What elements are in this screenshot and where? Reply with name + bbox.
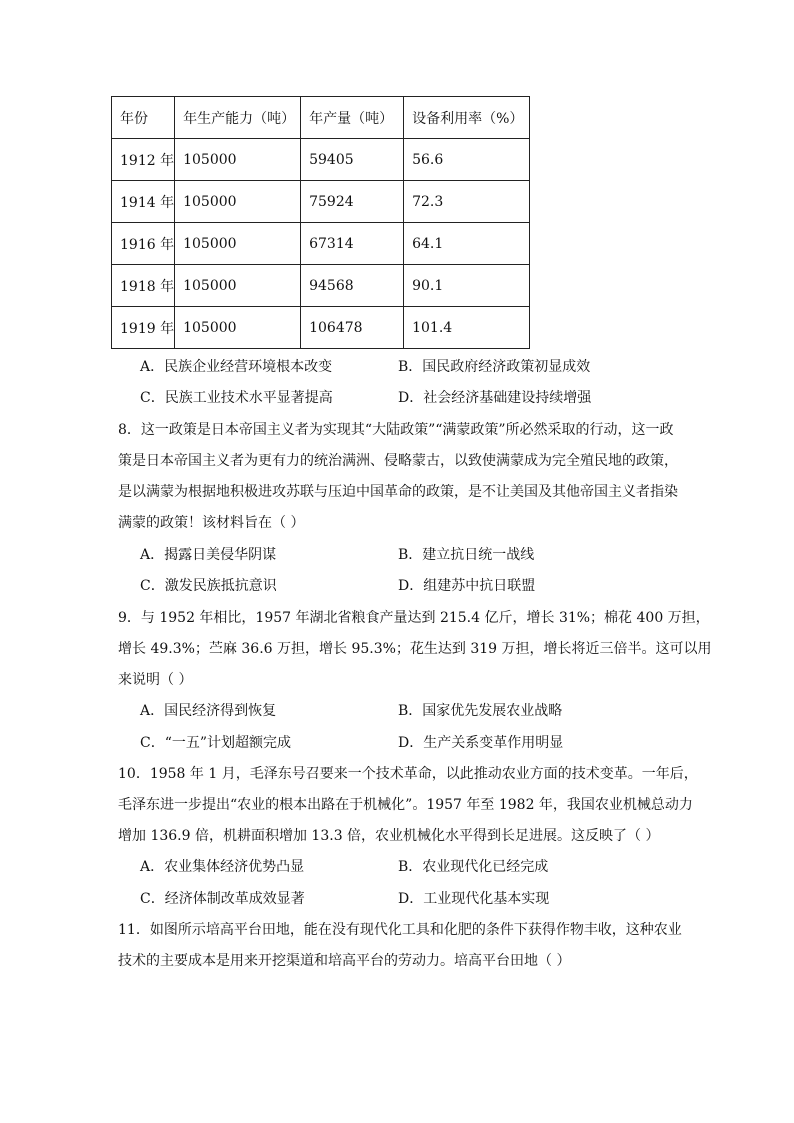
q9-option-d: D．生产关系变革作用明显 (398, 735, 564, 751)
table-row (112, 307, 530, 349)
cell-year: 1918 年 (112, 265, 175, 307)
cell-output: 75924 (301, 181, 404, 223)
q9-stem-line: 9．与 1952 年相比，1957 年湖北省粮食产量达到 215.4 亿斤，增长 31%；棉花 400 万担， (118, 610, 710, 626)
q10-option-c: C．经济体制改革成效显著 (140, 891, 305, 907)
q8-stem-line: 8．这一政策是日本帝国主义者为实现其“大陆政策”“满蒙政策”所必然采取的行动，这一政 (118, 422, 674, 438)
table-row (112, 181, 530, 223)
table-row (112, 223, 530, 265)
q7-option-c: C．民族工业技术水平显著提高 (140, 390, 333, 406)
q11-stem-line: 11．如图所示培高平台田地，能在没有现代化工具和化肥的条件下获得作物丰收，这种农业 (118, 922, 682, 938)
cell-capacity: 105000 (175, 265, 301, 307)
cell-utilization: 101.4 (404, 307, 530, 349)
q9-option-c: C．“一五”计划超额完成 (140, 735, 292, 751)
cell-output: 94568 (301, 265, 404, 307)
cell-year: 1912 年 (112, 139, 175, 181)
cell-year: 1919 年 (112, 307, 175, 349)
q8-option-d: D．组建苏中抗日联盟 (398, 578, 536, 594)
cell-capacity: 105000 (175, 223, 301, 265)
cell-output: 106478 (301, 307, 404, 349)
cell-utilization: 64.1 (404, 223, 530, 265)
q9-stem-line: 增长 49.3%；苎麻 36.6 万担，增长 95.3%；花生达到 319 万担，增长将近三倍半。这可以用 (118, 641, 712, 657)
q8-option-a: A．揭露日美侵华阴谋 (140, 547, 277, 563)
cell-utilization: 72.3 (404, 181, 530, 223)
cell-output: 67314 (301, 223, 404, 265)
q8-option-c: C．激发民族抵抗意识 (140, 578, 277, 594)
q10-option-b: B．农业现代化已经完成 (398, 859, 549, 875)
header-utilization: 设备利用率（%） (404, 97, 530, 139)
production-table (111, 96, 530, 349)
q8-stem-line: 是以满蒙为根据地积极进攻苏联与压迫中国革命的政策，是不让美国及其他帝国主义者指染 (118, 484, 678, 500)
q11-stem-line: 技术的主要成本是用来开挖渠道和培高平台的劳动力。培高平台田地（ ） (118, 953, 571, 969)
q10-option-a: A．农业集体经济优势凸显 (140, 859, 305, 875)
q7-option-a: A．民族企业经营环境根本改变 (140, 359, 333, 375)
cell-output: 59405 (301, 139, 404, 181)
table-header-row (112, 97, 530, 139)
q10-stem-line: 增加 136.9 倍，机耕面积增加 13.3 倍，农业机械化水平得到长足进展。这反映了（ ） (118, 828, 660, 844)
cell-capacity: 105000 (175, 181, 301, 223)
q8-stem-line: 策是日本帝国主义者为更有力的统治满洲、侵略蒙古，以致使满蒙成为完全殖民地的政策， (118, 453, 678, 469)
q7-option-d: D．社会经济基础建设持续增强 (398, 390, 592, 406)
cell-utilization: 56.6 (404, 139, 530, 181)
cell-year: 1916 年 (112, 223, 175, 265)
header-year: 年份 (112, 97, 175, 139)
cell-year: 1914 年 (112, 181, 175, 223)
cell-capacity: 105000 (175, 307, 301, 349)
table-row (112, 139, 530, 181)
q8-stem-line: 满蒙的政策！该材料旨在（ ） (118, 515, 305, 531)
cell-utilization: 90.1 (404, 265, 530, 307)
header-capacity: 年生产能力（吨） (175, 97, 301, 139)
q9-option-a: A．国民经济得到恢复 (140, 703, 277, 719)
table-row (112, 265, 530, 307)
cell-capacity: 105000 (175, 139, 301, 181)
q9-option-b: B．国家优先发展农业战略 (398, 703, 563, 719)
q8-option-b: B．建立抗日统一战线 (398, 547, 535, 563)
header-output: 年产量（吨） (301, 97, 404, 139)
q9-stem-line: 来说明（ ） (118, 672, 193, 688)
q10-option-d: D．工业现代化基本实现 (398, 891, 550, 907)
q7-option-b: B．国民政府经济政策初显成效 (398, 359, 591, 375)
q10-stem-line: 10．1958 年 1 月，毛泽东号召要来一个技术革命，以此推动农业方面的技术变革。一年后， (118, 766, 698, 782)
q10-stem-line: 毛泽东进一步提出“农业的根本出路在于机械化”。1957 年至 1982 年，我国农业机械总动力 (118, 797, 693, 813)
